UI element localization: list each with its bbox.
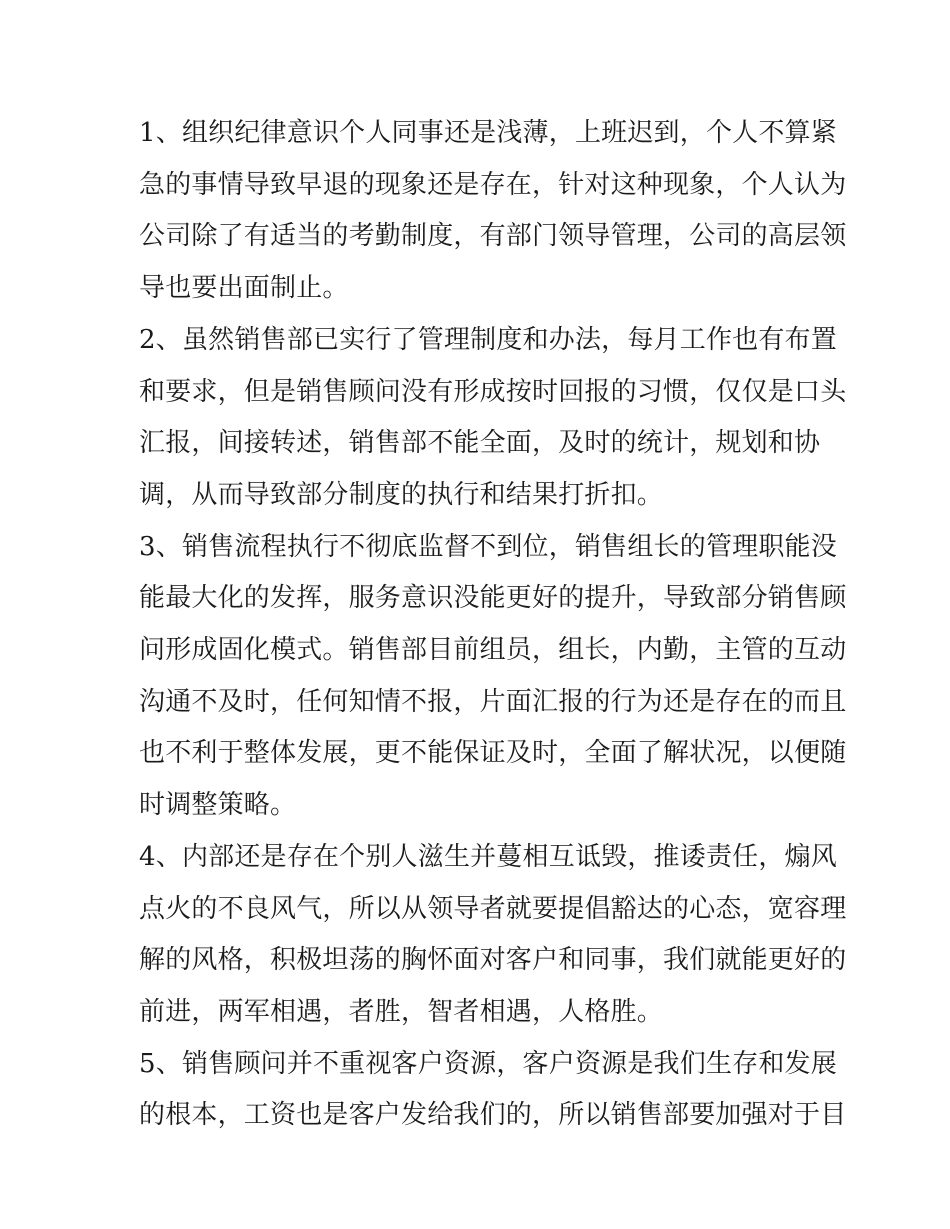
text-line: 急的事情导致早退的现象还是存在，针对这种现象，个人认为 bbox=[139, 169, 847, 200]
paragraph-2 bbox=[139, 315, 847, 522]
text-line: 和要求，但是销售顾问没有形成按时回报的习惯，仅仅是口头 bbox=[139, 376, 847, 407]
paragraph-4 bbox=[139, 832, 847, 1039]
text-line: 前进，两军相遇，者胜，智者相遇，人格胜。 bbox=[139, 996, 664, 1027]
text-line: 能最大化的发挥，服务意识没能更好的提升，导致部分销售顾 bbox=[139, 583, 847, 614]
text-line: 5、销售顾问并不重视客户资源，客户资源是我们生存和发展 bbox=[139, 1048, 837, 1079]
text-line: 时调整策略。 bbox=[139, 790, 297, 821]
paragraph-5 bbox=[139, 1039, 847, 1142]
document-body bbox=[139, 108, 847, 1142]
text-line: 汇报，间接转述，销售部不能全面，及时的统计，规划和协 bbox=[139, 428, 821, 459]
text-line: 导也要出面制止。 bbox=[139, 273, 349, 304]
paragraph-3 bbox=[139, 522, 847, 832]
text-line: 2、虽然销售部已实行了管理制度和办法，每月工作也有布置 bbox=[139, 324, 837, 355]
text-line: 也不利于整体发展，更不能保证及时，全面了解状况，以便随 bbox=[139, 738, 847, 769]
text-line: 调，从而导致部分制度的执行和结果打折扣。 bbox=[139, 479, 664, 510]
text-line: 公司除了有适当的考勤制度，有部门领导管理，公司的高层领 bbox=[139, 221, 847, 252]
text-line: 点火的不良风气，所以从领导者就要提倡豁达的心态，宽容理 bbox=[139, 893, 847, 924]
text-line: 1、组织纪律意识个人同事还是浅薄，上班迟到，个人不算紧 bbox=[139, 118, 837, 148]
text-line: 3、销售流程执行不彻底监督不到位，销售组长的管理职能没 bbox=[139, 531, 837, 562]
text-line: 问形成固化模式。销售部目前组员，组长，内勤，主管的互动 bbox=[139, 635, 847, 666]
text-line: 沟通不及时，任何知情不报，片面汇报的行为还是存在的而且 bbox=[139, 686, 847, 717]
text-line: 的根本，工资也是客户发给我们的，所以销售部要加强对于目 bbox=[139, 1100, 847, 1131]
text-line: 4、内部还是存在个别人滋生并蔓相互诋毁，推诿责任，煽风 bbox=[139, 841, 837, 872]
paragraph-1 bbox=[139, 108, 847, 315]
text-line: 解的风格，积极坦荡的胸怀面对客户和同事，我们就能更好的 bbox=[139, 945, 847, 976]
